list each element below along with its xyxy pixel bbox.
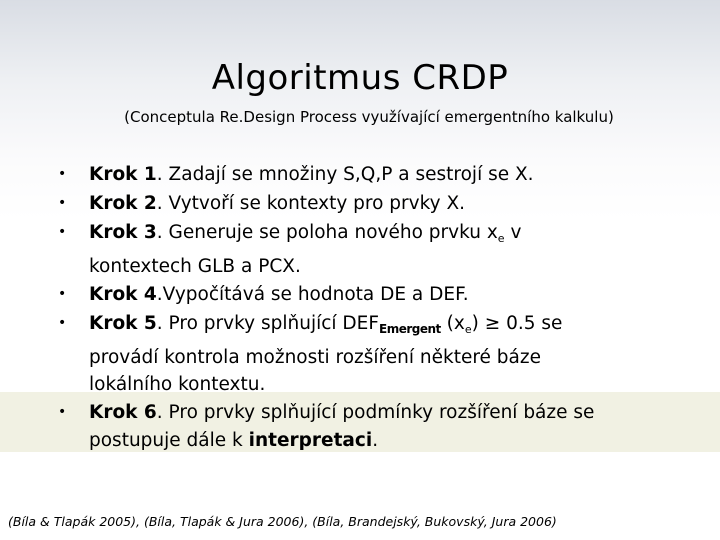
step-label: Krok 5 bbox=[89, 313, 157, 334]
step-text-tail: ) ≥ 0.5 se bbox=[471, 313, 563, 334]
subscript-emergent: Emergent bbox=[379, 322, 441, 336]
step-text: postupuje dále k bbox=[89, 430, 249, 451]
step-line bbox=[89, 160, 660, 189]
bullet-icon: • bbox=[58, 166, 67, 182]
step-4 bbox=[0, 280, 720, 309]
subscript-e: e bbox=[464, 323, 472, 336]
step-text-tail: . bbox=[372, 430, 379, 451]
step-text-mid: (x bbox=[440, 313, 465, 334]
step-2 bbox=[0, 189, 720, 218]
step-3 bbox=[0, 218, 720, 280]
step-line bbox=[89, 280, 660, 309]
citation: (Bíla & Tlapák 2005), (Bíla, Tlapák & Jura 2006), (Bíla, Brandejský, Bukovský, Jura 2006) bbox=[8, 514, 557, 529]
step-label: Krok 3 bbox=[89, 222, 157, 243]
step-text: . Generuje se poloha nového prvku x bbox=[156, 222, 498, 243]
step-continuation: kontextech GLB a PCX. bbox=[89, 256, 301, 277]
step-label: Krok 6 bbox=[89, 402, 157, 423]
step-text-tail: v bbox=[504, 222, 522, 243]
step-line bbox=[89, 309, 660, 344]
slide-title: Algoritmus CRDP bbox=[211, 58, 509, 98]
step-text: .Vypočítává se hodnota DE a DEF. bbox=[156, 284, 469, 305]
step-line bbox=[89, 189, 660, 218]
bullet-icon: • bbox=[58, 315, 67, 331]
step-1 bbox=[0, 160, 720, 189]
bullet-icon: • bbox=[58, 195, 67, 211]
step-label: Krok 1 bbox=[89, 164, 157, 185]
step-continuation bbox=[89, 427, 660, 454]
step-label: Krok 4 bbox=[89, 284, 157, 305]
step-line bbox=[89, 398, 660, 427]
bullet-icon: • bbox=[58, 404, 67, 420]
keyword-interpretaci: interpretaci bbox=[248, 430, 373, 451]
bullet-icon: • bbox=[58, 224, 67, 240]
step-continuation: provádí kontrola možnosti rozšíření některé báze bbox=[89, 347, 541, 368]
slide-subtitle: (Conceptula Re.Design Process využívající emergentního kalkulu) bbox=[124, 108, 614, 126]
step-line bbox=[89, 218, 660, 253]
steps-list bbox=[0, 160, 720, 454]
subscript-e: e bbox=[497, 232, 505, 245]
step-6 bbox=[0, 398, 720, 454]
step-5 bbox=[0, 309, 720, 398]
step-continuation: lokálního kontextu. bbox=[89, 374, 266, 395]
step-text: . Pro prvky splňující DEF bbox=[156, 313, 379, 334]
step-text: . Pro prvky splňující podmínky rozšíření báze se bbox=[156, 402, 595, 423]
step-text: . Vytvoří se kontexty pro prvky X. bbox=[156, 193, 466, 214]
step-text: . Zadají se množiny S,Q,P a sestrojí se X. bbox=[156, 164, 534, 185]
step-label: Krok 2 bbox=[89, 193, 157, 214]
bullet-icon: • bbox=[58, 286, 67, 302]
